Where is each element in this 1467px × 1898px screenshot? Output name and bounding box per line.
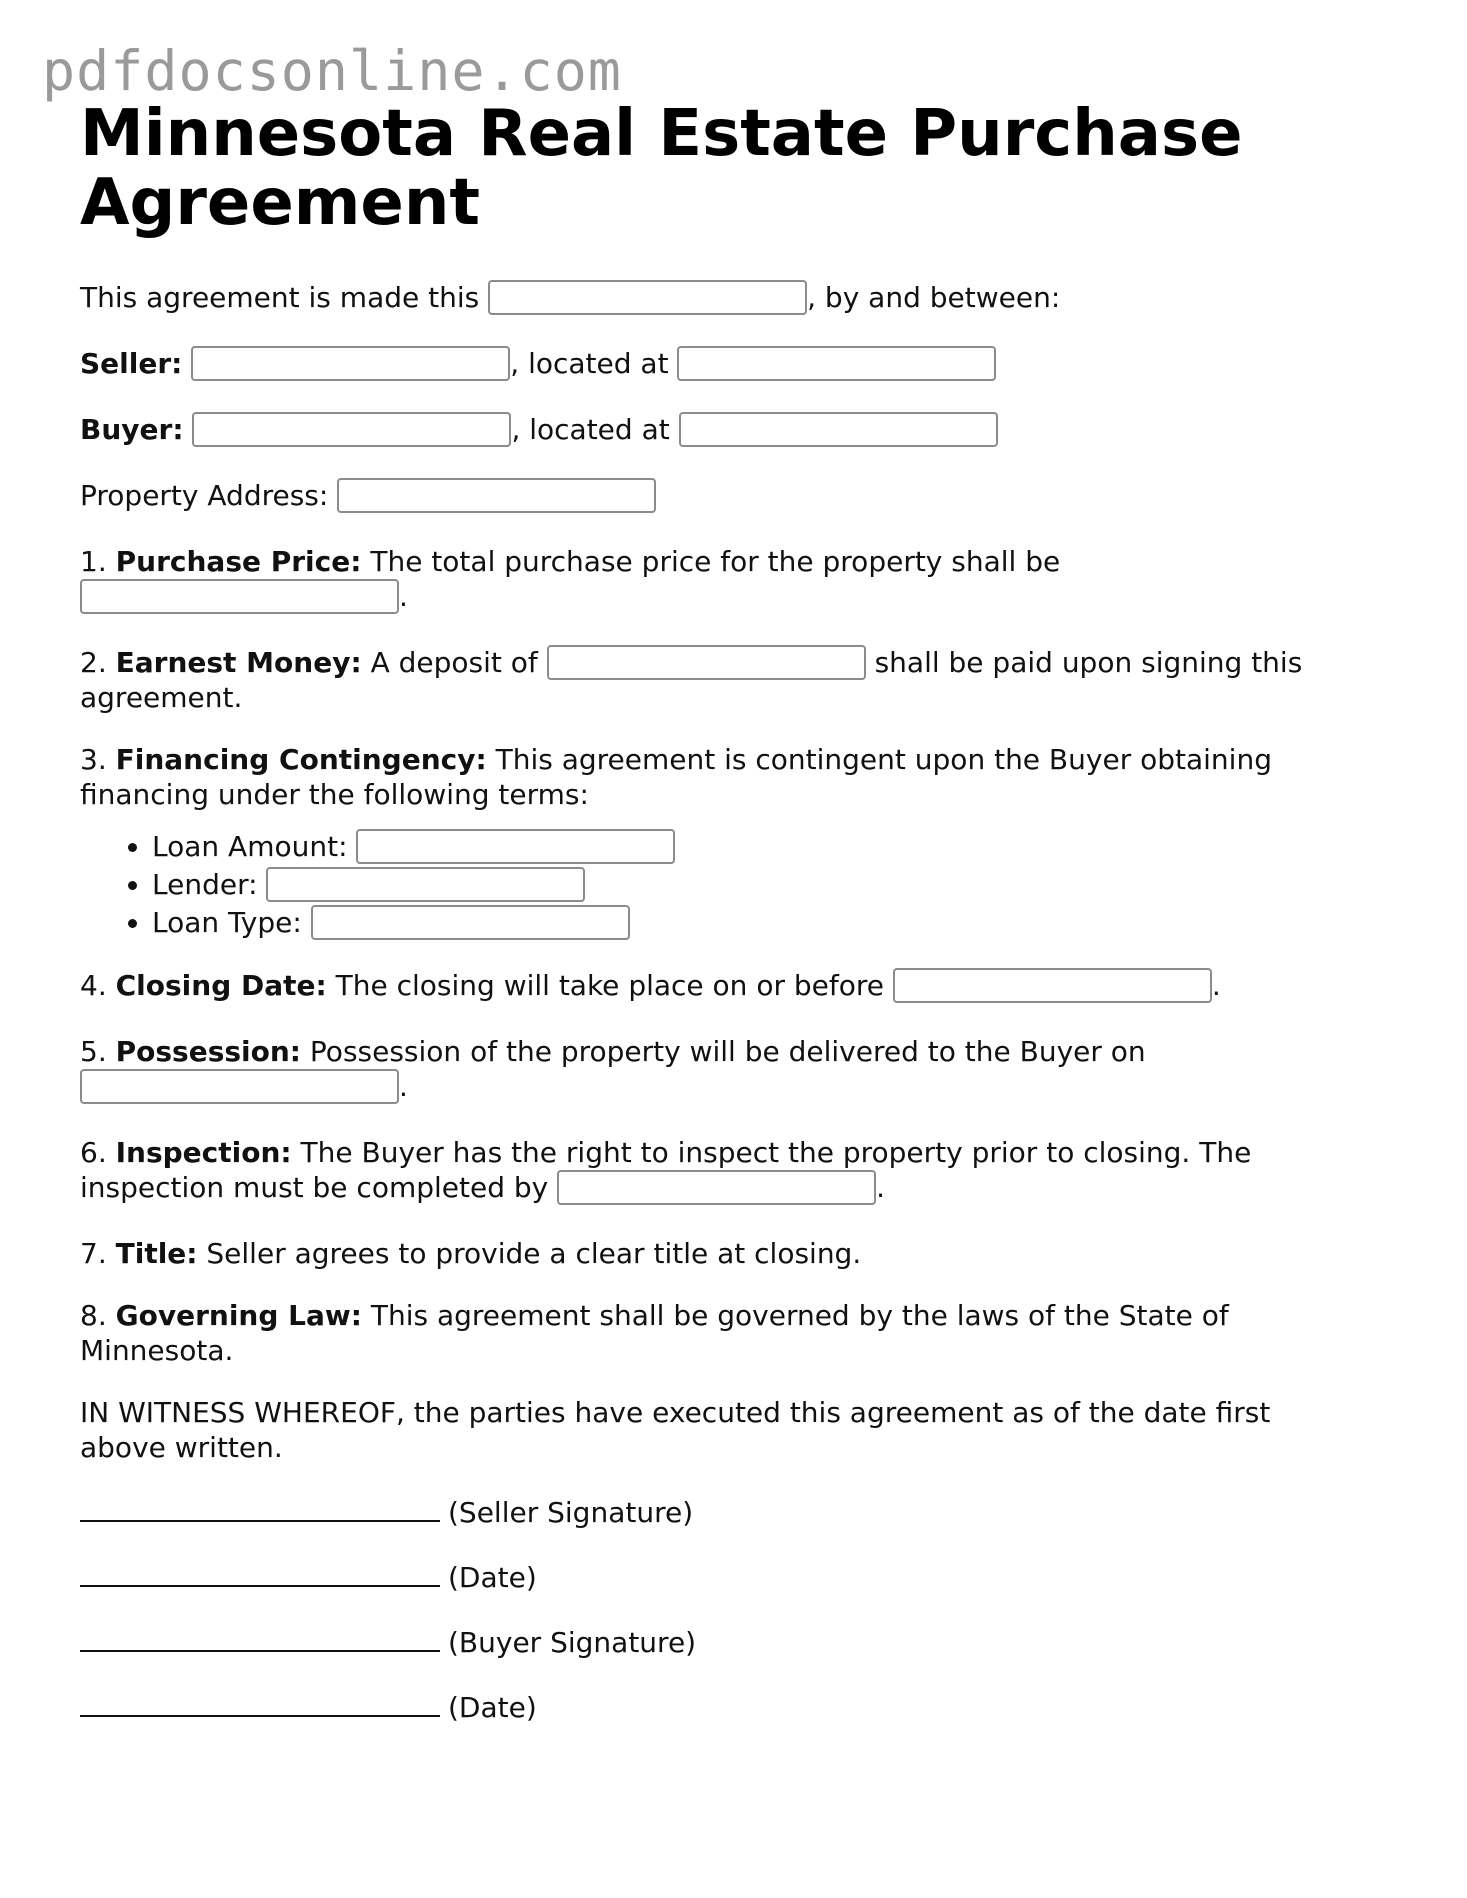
section-number: 2. [80,646,107,679]
section-title: Governing Law: [115,1299,362,1332]
purchase-price-field[interactable] [80,579,399,614]
section-earnest-money [80,645,1360,715]
list-item [152,904,1360,942]
section-possession [80,1034,1360,1104]
lender-label: Lender: [152,868,258,901]
loan-amount-label: Loan Amount: [152,830,348,863]
seller-address-field[interactable] [677,346,996,381]
section-title: Possession: [115,1035,302,1068]
seller-signature-row [80,1492,1360,1530]
buyer-date-label: (Date) [448,1691,537,1724]
document-page [80,97,1360,1725]
section-governing-law [80,1298,1360,1368]
section-number: 4. [80,969,107,1002]
deposit-amount-field[interactable] [547,645,866,680]
buyer-signature-line[interactable] [80,1622,440,1652]
section-number: 8. [80,1299,107,1332]
page-title: Minnesota Real Estate Purchase Agreement [80,97,1243,240]
section-title-clause [80,1236,1360,1271]
section-number: 7. [80,1237,107,1270]
section-title: Financing Contingency: [115,743,487,776]
section-title: Earnest Money: [115,646,362,679]
period: . [876,1171,886,1204]
period: . [399,580,408,613]
buyer-address-field[interactable] [679,412,998,447]
period: . [399,1070,408,1103]
buyer-signature-row [80,1622,1360,1660]
section-number: 1. [80,545,107,578]
section-text-after: shall be paid upon signing this agreement. [80,646,1303,714]
buyer-date-row [80,1687,1360,1725]
intro-line [80,280,1360,315]
seller-date-line[interactable] [80,1557,440,1587]
section-purchase-price [80,544,1360,614]
agreement-date-field[interactable] [488,280,807,315]
seller-date-row [80,1557,1360,1595]
section-title: Purchase Price: [115,545,362,578]
loan-type-label: Loan Type: [152,906,302,939]
section-number: 5. [80,1035,107,1068]
financing-terms-list [80,828,1360,942]
possession-date-field[interactable] [80,1069,399,1104]
section-text: Possession of the property will be delivered to the Buyer on [309,1035,1146,1068]
buyer-name-field[interactable] [192,412,511,447]
witness-paragraph: IN WITNESS WHEREOF, the parties have executed this agreement as of the date first above written. [80,1396,1271,1464]
property-address-field[interactable] [337,478,656,513]
period: . [1211,969,1221,1002]
list-item [152,866,1360,904]
loan-amount-field[interactable] [356,829,675,864]
closing-date-field[interactable] [893,968,1212,1003]
section-number: 6. [80,1136,107,1169]
seller-label: Seller: [80,347,183,380]
section-text: A deposit of [370,646,538,679]
section-text: The total purchase price for the property shall be [370,545,1061,578]
section-inspection [80,1135,1360,1205]
seller-located-text: , located at [510,347,669,380]
watermark: pdfdocsonline.com [42,39,622,103]
buyer-line [80,412,1360,447]
buyer-signature-label: (Buyer Signature) [448,1626,697,1659]
section-text: This agreement shall be governed by the laws of the State of Minnesota. [80,1299,1229,1367]
intro-after-text: , by and between: [807,281,1061,314]
property-label: Property Address: [80,479,329,512]
buyer-located-text: , located at [511,413,670,446]
seller-signature-line[interactable] [80,1492,440,1522]
buyer-label: Buyer: [80,413,184,446]
section-text: The closing will take place on or before [335,969,884,1002]
section-title: Inspection: [115,1136,292,1169]
property-line [80,478,1360,513]
intro-text: This agreement is made this [80,281,480,314]
seller-signature-label: (Seller Signature) [448,1496,694,1529]
seller-line [80,346,1360,381]
buyer-date-line[interactable] [80,1687,440,1717]
section-text: This agreement is contingent upon the Buyer obtaining financing under the following terms: [80,743,1272,811]
section-text: Seller agrees to provide a clear title at closing. [206,1237,862,1270]
section-number: 3. [80,743,107,776]
section-title: Title: [115,1237,198,1270]
section-title: Closing Date: [115,969,327,1002]
section-financing [80,742,1360,812]
lender-field[interactable] [266,867,585,902]
section-text: The Buyer has the right to inspect the property prior to closing. The inspection must be completed by [80,1136,1252,1204]
inspection-date-field[interactable] [557,1170,876,1205]
loan-type-field[interactable] [311,905,630,940]
list-item [152,828,1360,866]
section-closing-date [80,968,1360,1003]
seller-name-field[interactable] [191,346,510,381]
seller-date-label: (Date) [448,1561,537,1594]
